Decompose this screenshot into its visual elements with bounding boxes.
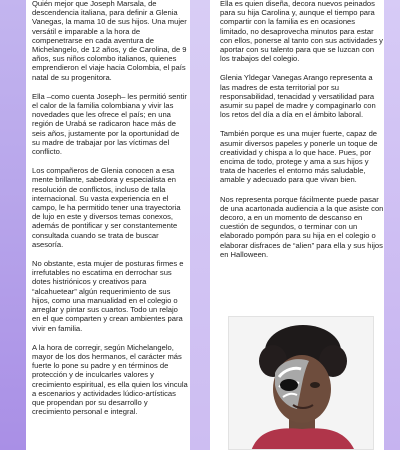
right-decorative-bar — [384, 0, 400, 450]
paragraph: Glenia Yldegar Vanegas Arango representa a las madres de esta territorial por su responsabilidad, tenacidad y versatilidad para asumir su papel de madre y compaginarlo con los retos del día a día en el ámbito laboral. — [220, 73, 376, 120]
left-decorative-bar — [0, 0, 26, 450]
right-text-column — [220, 0, 384, 269]
paragraph: Ella –como cuenta Joseph– les permitió sentir el calor de la familia colombiana y vivir las novedades que les ofrece el país; en una región de Urabá se radicaron hace más de seis años, justamente por la oportunidad de su madre de trabajar por las víctimas del conflicto. — [32, 91, 187, 157]
paragraph: A la hora de corregir, según Michelangelo, mayor de los dos hermanos, el carácter más fuerte lo pone su padre y en términos de protección y de inculcarles valores y crecimiento espiritual, es ella quien los vincula a escenarios y actividades lúdico-artísticas que propendan por su desarrollo y crecimiento personal e integral. — [32, 342, 188, 417]
woman-face-paint-image — [229, 317, 374, 450]
paragraph: No obstante, esta mujer de posturas firmes e irrefutables no escatima en derrochar sus dotes histriónicos y creativos para “alcahuetear” algún requerimiento de sus hijos, como una manualidad en el colegio o arreglar y pintar sus cuartos. Todo un relajo en el que comparten y crean ambientes para vivir en familia. — [32, 259, 184, 333]
portrait-photo — [228, 316, 374, 450]
paragraph: Quién mejor que Joseph Marsala, de descendencia italiana, para definir a Glenia Vanegas, la mama 10 de sus hijos. Una mujer versátil e imparable a la hora de compenetrarse en cada aventura de Michelangelo, de 12 años, y de Carolina, de 9 años, sus niños colombo italianos, quienes emprendieron el viaje hacia Colombia, el país natal de su progenitora. — [32, 0, 187, 82]
paragraph: Ella es quien diseña, decora nuevos peinados para su hija Carolina y, aunque el tiempo para compartir con la familia es en ocasiones limitado, no desaprovecha minutos para estar con ellos, ponerse al tanto con sus actividades y aportar con su talento para que se luzcan con los trabajos del colegio. — [220, 0, 383, 64]
paragraph: También porque es una mujer fuerte, capaz de asumir diversos papeles y ponerle un toque de creatividad y chispa a lo que hace. Pues, por encima de todo, protege y ama a sus hijos y trata de hacerles el entorno más saludable, amable y adecuado para que vivan bien. — [220, 129, 378, 185]
center-decorative-bar — [190, 0, 210, 450]
paragraph: Nos representa porque fácilmente puede pasar de una acartonada audiencia a la que asiste con decoro, a en un momento de descanso en cuestión de segundos, o terminar con un elaborado pompón para su hija en el colegio o elaborar disfraces de “alien” para ella y sus hijos en Halloween. — [220, 194, 384, 259]
paragraph: Los compañeros de Glenia conocen a esa mente brillante, sabedora y especialista en resolución de conflictos, incluso de talla internacional. Su vasta experiencia en el campo, le ha permitido tener una trayectoria de lujo en este y diversos temas conexos, además de pontificar y ser constantemente consultada cuando se trata de buscar asesoría. — [32, 166, 181, 249]
left-text-column — [32, 0, 188, 426]
